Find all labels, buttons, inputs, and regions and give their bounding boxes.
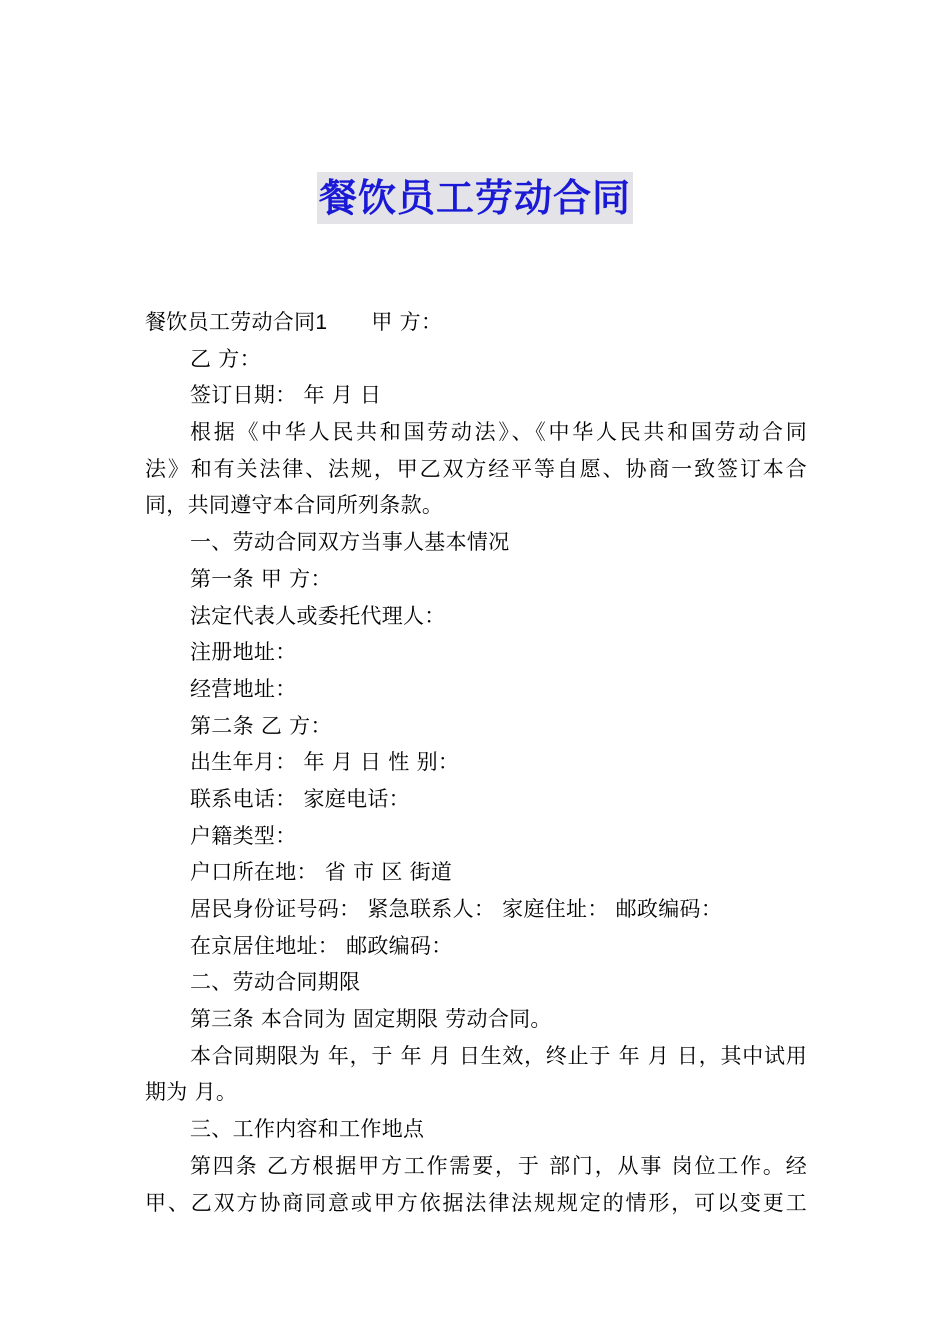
birth-gender-line: 出生年月： 年 月 日 性 别： (190, 750, 460, 775)
contract-number: 1 (315, 311, 328, 334)
section-2-heading: 二、劳动合同期限 (190, 970, 361, 995)
preamble-line-2: 法》和有关法律、法规，甲乙双方经平等自愿、协商一致签订本合 (145, 456, 807, 481)
phone-line: 联系电话： 家庭电话： (190, 786, 410, 811)
section-3-heading: 三、工作内容和工作地点 (190, 1117, 425, 1142)
article-1-line: 第一条 甲 方： (190, 566, 332, 591)
article-4-line-1: 第四条 乙方根据甲方工作需要，于 部门，从事 岗位工作。经 (190, 1153, 807, 1178)
contract-body (145, 304, 807, 1221)
id-contact-line: 居民身份证号码： 紧急联系人： 家庭住址： 邮政编码： (190, 897, 723, 921)
signing-date-line: 签订日期： 年 月 日 (190, 383, 382, 408)
household-type-line: 户籍类型： (190, 823, 297, 848)
article-2-line: 第二条 乙 方： (190, 713, 332, 738)
preamble-line-3: 同，共同遵守本合同所列条款。 (145, 493, 444, 518)
party-b-line: 乙 方： (190, 346, 261, 371)
article-3-line: 第三条 本合同为 固定期限 劳动合同。 (190, 1007, 552, 1032)
section-1-heading: 一、劳动合同双方当事人基本情况 (190, 530, 510, 555)
preamble-line-1: 根据《中华人民共和国劳动法》、《中华人民共和国劳动合同 (190, 420, 807, 445)
title-container (0, 172, 950, 224)
document-title: 餐饮员工劳动合同 (317, 172, 633, 224)
term-line-2: 期为 月。 (145, 1080, 238, 1105)
beijing-address-line: 在京居住地址： 邮政编码： (190, 933, 453, 958)
contract-heading: 餐饮员工劳动合同 (145, 310, 316, 334)
household-location-line: 户口所在地： 省 市 区 街道 (190, 860, 453, 885)
term-line-1: 本合同期限为 年，于 年 月 日生效，终止于 年 月 日，其中试用 (190, 1043, 807, 1068)
article-4-line-2: 甲、乙双方协商同意或甲方依据法律法规规定的情形，可以变更工 (145, 1190, 807, 1215)
legal-representative-line: 法定代表人或委托代理人： (190, 603, 446, 628)
party-a-label: 甲 方： (371, 310, 443, 334)
registered-address-line: 注册地址： (190, 640, 297, 665)
contract-heading-line (145, 304, 807, 341)
business-address-line: 经营地址： (190, 676, 297, 701)
